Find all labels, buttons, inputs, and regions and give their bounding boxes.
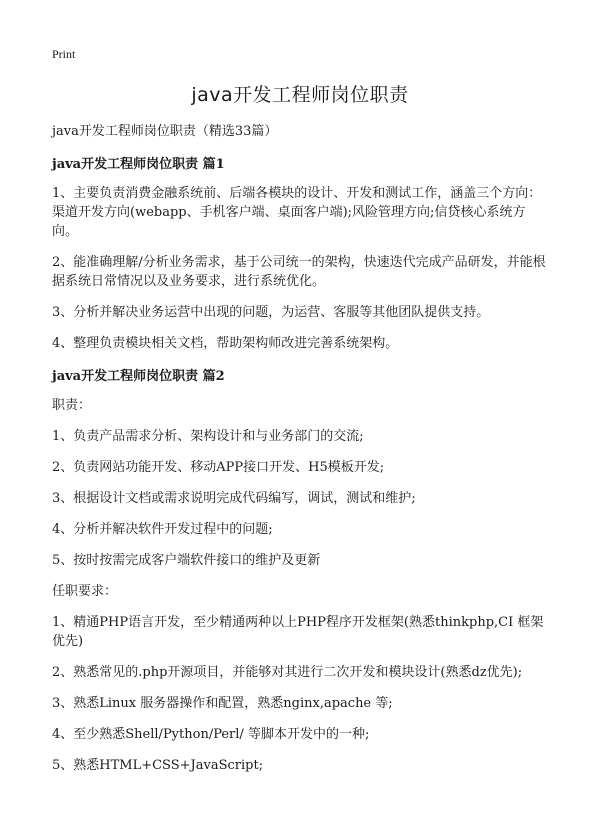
section-title: java开发工程师岗位职责 篇1 xyxy=(52,157,225,172)
paragraph: 5、按时按需完成客户端软件接口的维护及更新 xyxy=(52,553,321,568)
paragraph: 2、负责网站功能开发、移动APP接口开发、H5模板开发; xyxy=(52,460,385,475)
paragraph: 4、整理负责模块相关文档，帮助架构师改进完善系统架构。 xyxy=(52,336,399,351)
document-title: java开发工程师岗位职责 xyxy=(191,84,409,106)
document-body xyxy=(52,120,550,787)
paragraph: 职责： xyxy=(52,398,92,413)
paragraph: 任职要求： xyxy=(52,584,118,599)
paragraph: 3、熟悉Linux 服务器操作和配置，熟悉nginx,apache 等; xyxy=(52,696,393,711)
section-2 xyxy=(52,365,550,775)
paragraph: 5、熟悉HTML+CSS+JavaScript; xyxy=(52,758,264,773)
paragraph: 2、熟悉常见的.php开源项目，并能够对其进行二次开发和模块设计(熟悉dz优先); xyxy=(52,665,523,680)
section-title: java开发工程师岗位职责 篇2 xyxy=(52,369,225,384)
section-1 xyxy=(52,153,550,353)
paragraph: 1、负责产品需求分析、架构设计和与业务部门的交流; xyxy=(52,429,364,444)
document-subtitle: java开发工程师岗位职责（精选33篇） xyxy=(52,124,278,139)
print-label: Print xyxy=(52,47,76,61)
paragraph: 1、精通PHP语言开发，至少精通两种以上PHP程序开发框架(熟悉thinkphp,CI 框架优先) xyxy=(52,615,544,649)
paragraph: 3、根据设计文档或需求说明完成代码编写，调试，测试和维护; xyxy=(52,491,416,506)
paragraph: 4、至少熟悉Shell/Python/Perl/ 等脚本开发中的一种; xyxy=(52,727,370,742)
paragraph: 4、分析并解决软件开发过程中的问题; xyxy=(52,522,273,537)
paragraph: 1、主要负责消费金融系统前、后端各模块的设计、开发和测试工作，涵盖三个方向：渠道开发方向(webapp、手机客户端、桌面客户端);风险管理方向;信贷核心系统方向。 xyxy=(52,186,542,239)
paragraph: 2、能准确理解/分析业务需求，基于公司统一的架构，快速迭代完成产品研发，并能根据系统日常情况以及业务要求，进行系统优化。 xyxy=(52,255,546,289)
paragraph: 3、分析并解决业务运营中出现的问题，为运营、客服等其他团队提供支持。 xyxy=(52,305,490,320)
